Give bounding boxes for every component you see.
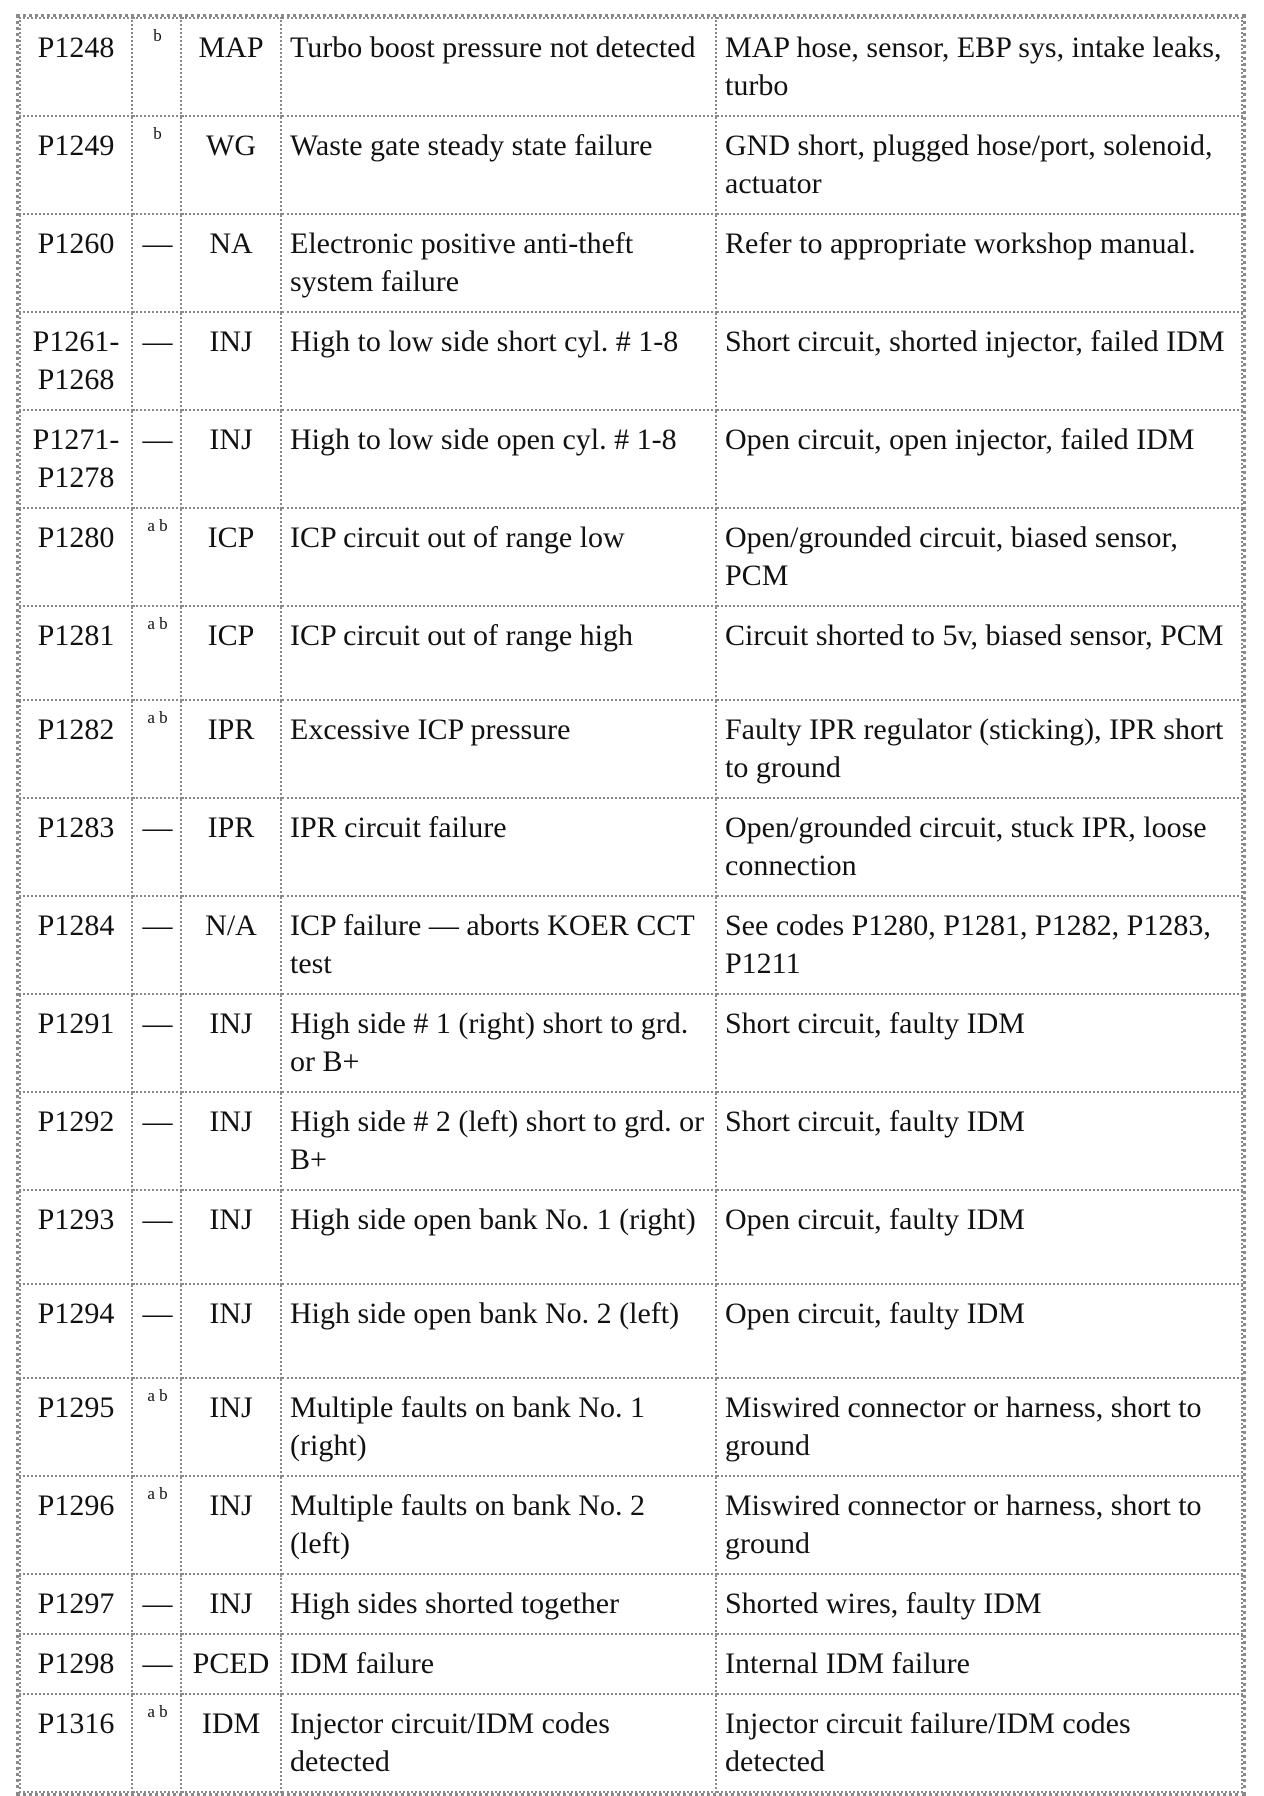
description-cell: Turbo boost pressure not detected	[281, 18, 716, 116]
system-cell: N/A	[181, 896, 281, 994]
description-cell: High side # 1 (right) short to grd. or B+	[281, 994, 716, 1092]
cause-cell: Open/grounded circuit, biased sensor, PCM	[716, 508, 1242, 606]
note-cell: —	[132, 1190, 181, 1284]
note-cell: —	[132, 1092, 181, 1190]
cause-cell: Miswired connector or harness, short to ground	[716, 1476, 1242, 1574]
system-cell: IDM	[181, 1694, 281, 1792]
cause-cell: GND short, plugged hose/port, solenoid, actuator	[716, 116, 1242, 214]
note-cell: a b	[132, 1476, 181, 1574]
code-cell: P1295	[20, 1378, 132, 1476]
system-cell: WG	[181, 116, 281, 214]
system-cell: INJ	[181, 312, 281, 410]
system-cell: INJ	[181, 1476, 281, 1574]
code-cell: P1282	[20, 700, 132, 798]
code-cell: P1248	[20, 18, 132, 116]
description-cell: IDM failure	[281, 1634, 716, 1694]
note-cell: —	[132, 1634, 181, 1694]
note-cell: a b	[132, 508, 181, 606]
code-cell: P1316	[20, 1694, 132, 1792]
description-cell: ICP circuit out of range low	[281, 508, 716, 606]
code-cell: P1260	[20, 214, 132, 312]
table-row	[20, 1574, 1242, 1634]
system-cell: INJ	[181, 1190, 281, 1284]
description-cell: Multiple faults on bank No. 2 (left)	[281, 1476, 716, 1574]
table-row	[20, 18, 1242, 116]
description-cell: Waste gate steady state failure	[281, 116, 716, 214]
system-cell: ICP	[181, 606, 281, 700]
note-cell: —	[132, 896, 181, 994]
cause-cell: Open circuit, open injector, failed IDM	[716, 410, 1242, 508]
table-row	[20, 1694, 1242, 1792]
table-row	[20, 700, 1242, 798]
code-cell: P1271-P1278	[20, 410, 132, 508]
cause-cell: Circuit shorted to 5v, biased sensor, PCM	[716, 606, 1242, 700]
table-row	[20, 214, 1242, 312]
description-cell: ICP circuit out of range high	[281, 606, 716, 700]
description-cell: IPR circuit failure	[281, 798, 716, 896]
note-cell: a b	[132, 700, 181, 798]
table-row	[20, 508, 1242, 606]
cause-cell: Injector circuit failure/IDM codes detected	[716, 1694, 1242, 1792]
cause-cell: Miswired connector or harness, short to ground	[716, 1378, 1242, 1476]
note-cell: —	[132, 410, 181, 508]
system-cell: MAP	[181, 18, 281, 116]
note-cell: b	[132, 18, 181, 116]
system-cell: INJ	[181, 994, 281, 1092]
table-row	[20, 896, 1242, 994]
table-row	[20, 1476, 1242, 1574]
cause-cell: Short circuit, faulty IDM	[716, 994, 1242, 1092]
code-cell: P1281	[20, 606, 132, 700]
system-cell: INJ	[181, 1284, 281, 1378]
table-row	[20, 312, 1242, 410]
cause-cell: Open circuit, faulty IDM	[716, 1190, 1242, 1284]
note-cell: b	[132, 116, 181, 214]
table-row	[20, 994, 1242, 1092]
table-row	[20, 606, 1242, 700]
note-cell: —	[132, 1284, 181, 1378]
code-cell: P1296	[20, 1476, 132, 1574]
note-cell: —	[132, 1574, 181, 1634]
note-cell: a b	[132, 1378, 181, 1476]
code-cell: P1261-P1268	[20, 312, 132, 410]
code-cell: P1284	[20, 896, 132, 994]
cause-cell: See codes P1280, P1281, P1282, P1283, P1211	[716, 896, 1242, 994]
system-cell: PCED	[181, 1634, 281, 1694]
description-cell: High side open bank No. 1 (right)	[281, 1190, 716, 1284]
cause-cell: Refer to appropriate workshop manual.	[716, 214, 1242, 312]
table-row	[20, 1190, 1242, 1284]
description-cell: Multiple faults on bank No. 1 (right)	[281, 1378, 716, 1476]
cause-cell: MAP hose, sensor, EBP sys, intake leaks, turbo	[716, 18, 1242, 116]
note-cell: —	[132, 994, 181, 1092]
cause-cell: Short circuit, faulty IDM	[716, 1092, 1242, 1190]
cause-cell: Internal IDM failure	[716, 1634, 1242, 1694]
code-cell: P1249	[20, 116, 132, 214]
description-cell: ICP failure — aborts KOER CCT test	[281, 896, 716, 994]
table-row	[20, 1378, 1242, 1476]
cause-cell: Shorted wires, faulty IDM	[716, 1574, 1242, 1634]
cause-cell: Open/grounded circuit, stuck IPR, loose connection	[716, 798, 1242, 896]
system-cell: ICP	[181, 508, 281, 606]
system-cell: INJ	[181, 1092, 281, 1190]
code-cell: P1283	[20, 798, 132, 896]
cause-cell: Open circuit, faulty IDM	[716, 1284, 1242, 1378]
code-cell: P1280	[20, 508, 132, 606]
table-row	[20, 116, 1242, 214]
description-cell: High to low side short cyl. # 1-8	[281, 312, 716, 410]
system-cell: INJ	[181, 1574, 281, 1634]
description-cell: High sides shorted together	[281, 1574, 716, 1634]
table-row	[20, 1634, 1242, 1694]
note-cell: a b	[132, 606, 181, 700]
description-cell: Excessive ICP pressure	[281, 700, 716, 798]
code-cell: P1297	[20, 1574, 132, 1634]
dtc-table-frame	[16, 14, 1246, 1796]
description-cell: Electronic positive anti-theft system failure	[281, 214, 716, 312]
description-cell: High to low side open cyl. # 1-8	[281, 410, 716, 508]
description-cell: Injector circuit/IDM codes detected	[281, 1694, 716, 1792]
table-row	[20, 798, 1242, 896]
table-row	[20, 1092, 1242, 1190]
code-cell: P1294	[20, 1284, 132, 1378]
dtc-table	[19, 17, 1243, 1793]
table-row	[20, 410, 1242, 508]
description-cell: High side # 2 (left) short to grd. or B+	[281, 1092, 716, 1190]
description-cell: High side open bank No. 2 (left)	[281, 1284, 716, 1378]
code-cell: P1298	[20, 1634, 132, 1694]
table-row	[20, 1284, 1242, 1378]
note-cell: —	[132, 312, 181, 410]
system-cell: IPR	[181, 798, 281, 896]
system-cell: IPR	[181, 700, 281, 798]
code-cell: P1292	[20, 1092, 132, 1190]
system-cell: NA	[181, 214, 281, 312]
code-cell: P1291	[20, 994, 132, 1092]
cause-cell: Short circuit, shorted injector, failed IDM	[716, 312, 1242, 410]
note-cell: —	[132, 798, 181, 896]
system-cell: INJ	[181, 410, 281, 508]
cause-cell: Faulty IPR regulator (sticking), IPR short to ground	[716, 700, 1242, 798]
note-cell: a b	[132, 1694, 181, 1792]
note-cell: —	[132, 214, 181, 312]
system-cell: INJ	[181, 1378, 281, 1476]
dtc-table-body	[20, 18, 1242, 1792]
code-cell: P1293	[20, 1190, 132, 1284]
